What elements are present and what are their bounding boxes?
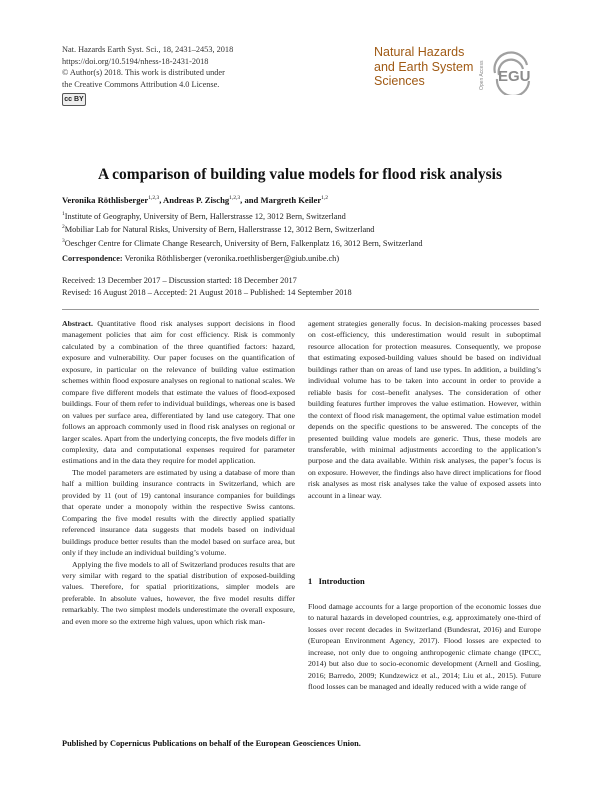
cc-badge-text: cc — [64, 96, 73, 103]
affiliation-2-text: Mobiliar Lab for Natural Risks, University of Bern, Hallerstrasse 12, 3012 Bern, Switzerland — [64, 225, 375, 235]
affiliation-1-num: 1 — [62, 211, 65, 217]
abstract-paragraph-4: agement strategies generally focus. In decision-making processes based on cost-efficiency, this underestimation would result in suboptimal resource allocation for protection measures. Consequently, we propose that estimating exposed-building values should be based on individual buildings rather than on areas of land use types. In addition, a building’s individual volume has to be taken into account in order to provide a reliable basis for cost–benefit analyses. The consideration of other building features further improves the value estimation. However, within the context of flood risk management, the optimal value estimation model depends on the specific questions to be answered. The concepts of the presented building value models are generic. Thus, these models are transferable, with minimal adjustments according to the application’s purpose and the data available. Within risk analyses, the paper’s focus is on exposure. However, the findings also have direct implications for flood risk analyses as most risk analyses take the value of exposed assets into account in a linear way. — [308, 319, 541, 500]
copyright-line: © Author(s) 2018. This work is distributed under — [62, 68, 225, 78]
license-line: the Creative Commons Attribution 4.0 License. — [62, 79, 220, 89]
correspondence-label: Correspondence: — [62, 254, 123, 263]
logo-line-3: Sciences — [374, 74, 425, 88]
author-2-affil: 1,2,3 — [229, 195, 241, 202]
logo-line-1: Natural Hazards — [374, 45, 465, 59]
dates-line-2: Revised: 16 August 2018 – Accepted: 21 August 2018 – Published: 14 September 2018 — [62, 287, 352, 297]
author-list — [62, 195, 328, 205]
abstract-paragraph-3: Applying the five models to all of Switzerland produces results that are very similar with regard to the spatial distribution of exposed-building values. Therefore, for spatial prioritizations, simpler models are preferable. In absolute values, however, the five model results differ remarkably. The two simplest models underestimate the overall exposure, and even more so the extreme high values, upon which risk man- — [62, 559, 295, 626]
egu-logo-svg — [489, 51, 537, 95]
cc-by-license-icon[interactable] — [62, 93, 86, 106]
section-title: Introduction — [318, 576, 365, 586]
abstract-column-left — [62, 318, 295, 627]
introduction-column — [308, 601, 541, 693]
affiliation-3-text: Oeschger Centre for Climate Change Research, University of Bern, Falkenplatz 16, 3012 Bern, Switzerland — [64, 238, 423, 248]
affiliation-3-num: 3 — [62, 237, 65, 244]
cc-by-text: BY — [74, 96, 84, 103]
affiliation-2 — [62, 222, 423, 235]
open-access-label: Open Access — [479, 60, 485, 90]
author-1: Veronika Röthlisberger — [62, 195, 149, 205]
journal-citation: Nat. Hazards Earth Syst. Sci., 18, 2431–2453, 2018 — [62, 45, 234, 54]
publication-dates — [62, 275, 352, 298]
affiliations — [62, 209, 423, 249]
logo-line-2: and Earth System — [374, 59, 474, 74]
doi-link[interactable]: https://doi.org/10.5194/nhess-18-2431-2018 — [62, 56, 209, 66]
affiliation-3 — [62, 236, 423, 249]
abstract-paragraph-2: The model parameters are estimated by using a database of more than half a million building insurance contracts in Switzerland, which are provided by 11 (out of 19) cantonal insurance companies for buildings that operate under a monopoly within the respective Swiss cantons. Comparing the five model results with the directly applied spatially referenced insurance data suggests that models based on individual buildings produce better results than the model based on surface area, but only if they include an individual building’s volume. — [62, 467, 295, 558]
egu-logo-icon — [489, 51, 537, 100]
abstract-label: Abstract. — [62, 319, 93, 328]
author-3-affil: 1,2 — [321, 195, 329, 202]
journal-info — [62, 44, 233, 90]
header-divider — [62, 309, 539, 310]
author-2: Andreas P. Zischg — [163, 195, 230, 205]
correspondence — [62, 254, 339, 263]
intro-paragraph-1: Flood damage accounts for a large proportion of the economic losses due to natural hazards in developed countries, e.g. approximately one-third of losses over recent decades in Switzerland (Bundesrat, 2016) and Europe (European Environment Agency, 2017). Flood losses are expected to increase, not only due to ongoing anthropogenic climate change (IPCC, 2014) but also due to socio-economic development (Arnell and Gosling, 2016; Barredo, 2009; Kundzewicz et al., 2014; Liu et al., 2015). Future flood losses can be managed and ideally reduced with a wide range of — [308, 602, 541, 692]
abstract-p1-text: Quantitative flood risk analyses support decisions in flood management policies that aim for cost efficiency. Risk is commonly calculated by a combination of the three quantified factors: hazard, exposure and vulnerability. Our paper focuses on the quantification of exposure, in particular on the relevance of building value estimation schemes within flood exposure analyses on regional to national scales. We compare five different models that estimate the values of flood-exposed buildings. Four of them refer to individual buildings, whereas one is based on values per surface area, differentiated by land use category. That one follows an approach commonly used in flood risk analyses on regional or larger scales. Apart from the underlying concepts, the five models differ in complexity, data and computational expenses required for parameter estimations and in the data they require for model application. — [62, 319, 295, 466]
section-number: 1 — [308, 576, 313, 586]
author-1-affil: 1,2,3 — [148, 195, 160, 202]
paper-title: A comparison of building value models for flood risk analysis — [97, 166, 503, 183]
section-heading-introduction — [308, 576, 365, 586]
author-and: , and — [240, 195, 261, 205]
correspondence-text: Veronika Röthlisberger (veronika.roethlisberger@giub.unibe.ch) — [122, 254, 340, 263]
dates-line-1: Received: 13 December 2017 – Discussion started: 18 December 2017 — [62, 276, 297, 285]
egu-logo-text: EGU — [498, 68, 531, 85]
abstract-paragraph-1 — [62, 318, 295, 467]
abstract-column-right — [308, 318, 541, 501]
affiliation-1-text: Institute of Geography, University of Bern, Hallerstrasse 12, 3012 Bern, Switzerland — [64, 211, 346, 221]
author-3: Margreth Keiler — [260, 195, 322, 205]
affiliation-1 — [62, 209, 423, 222]
affiliation-2-num: 2 — [62, 224, 65, 231]
publisher-footer: Published by Copernicus Publications on behalf of the European Geosciences Union. — [62, 739, 361, 748]
journal-logo-text — [374, 45, 473, 89]
author-separator: , — [159, 195, 164, 205]
